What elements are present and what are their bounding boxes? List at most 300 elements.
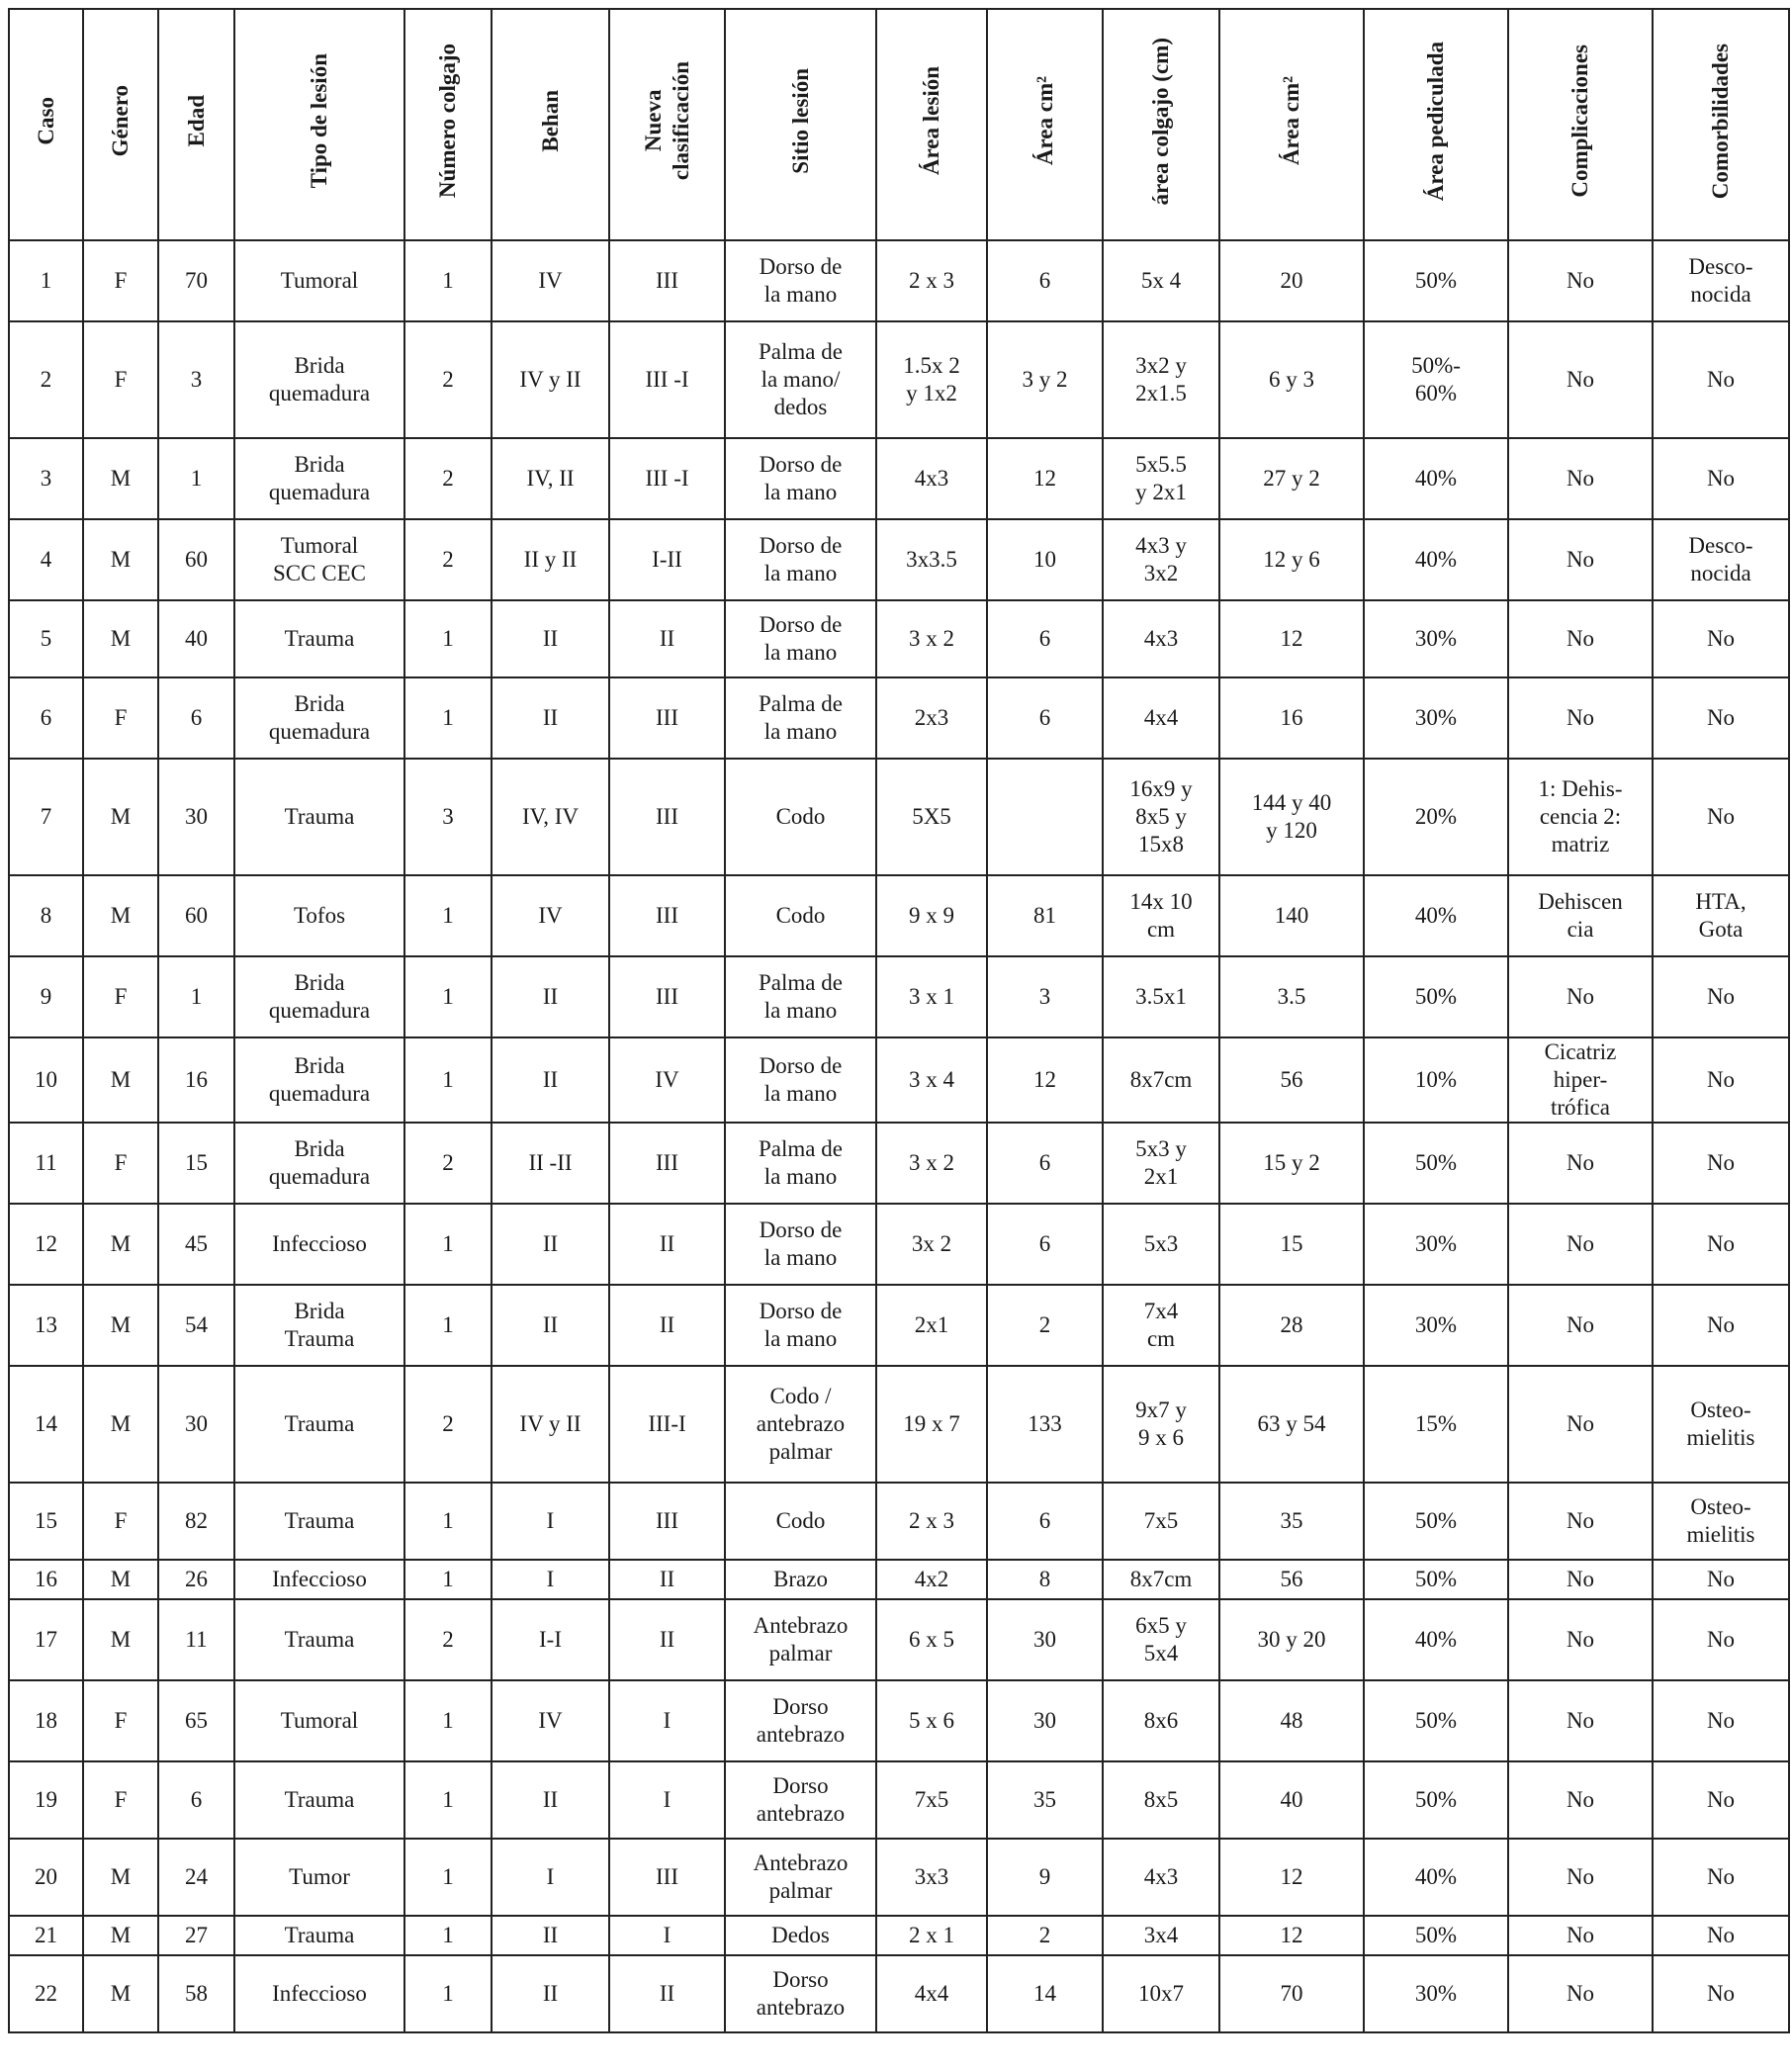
table-cell: 3 — [987, 956, 1103, 1037]
table-cell: 50% — [1364, 240, 1508, 321]
table-cell: F — [83, 956, 158, 1037]
table-cell: 40 — [158, 600, 234, 677]
table-cell: III — [609, 1123, 725, 1204]
table-cell: M — [83, 1599, 158, 1680]
table-cell: 40% — [1364, 519, 1508, 600]
table-cell: 60 — [158, 875, 234, 956]
table-cell: 2x1 — [876, 1285, 987, 1366]
table-cell: Tumoral — [234, 240, 404, 321]
table-cell: 50% — [1364, 1916, 1508, 1955]
table-cell: M — [83, 1037, 158, 1123]
table-cell: III — [609, 759, 725, 875]
table-cell: 54 — [158, 1285, 234, 1366]
table-cell: F — [83, 1483, 158, 1560]
table-cell: 4x3 — [1103, 1839, 1219, 1916]
table-cell: 2 — [9, 321, 83, 438]
table-row — [9, 519, 1789, 600]
table-cell: 30% — [1364, 677, 1508, 759]
table-cell: II — [609, 1285, 725, 1366]
table-cell: 3x2 y 2x1.5 — [1103, 321, 1219, 438]
table-cell: Tumoral SCC CEC — [234, 519, 404, 600]
table-cell: Palma de la mano — [725, 1123, 876, 1204]
table-cell: 5x 4 — [1103, 240, 1219, 321]
table-cell: Dorso de la mano — [725, 240, 876, 321]
table-cell: Dorso de la mano — [725, 438, 876, 519]
table-cell: 1 — [9, 240, 83, 321]
table-cell: 20% — [1364, 759, 1508, 875]
table-cell: IV — [492, 875, 609, 956]
table-cell: III — [609, 240, 725, 321]
table-cell: 56 — [1219, 1037, 1364, 1123]
table-cell: Codo / antebrazo palmar — [725, 1366, 876, 1483]
header-row — [9, 9, 1789, 240]
table-cell: No — [1653, 1955, 1789, 2032]
table-cell: Antebrazo palmar — [725, 1839, 876, 1916]
table-row — [9, 1916, 1789, 1955]
table-cell: 30% — [1364, 600, 1508, 677]
table-cell: 8x7cm — [1103, 1560, 1219, 1599]
table-cell: No — [1653, 956, 1789, 1037]
table-cell: 1 — [404, 1204, 492, 1285]
table-cell: 60 — [158, 519, 234, 600]
header-comorbilidades: Comorbilidades — [1653, 9, 1789, 240]
table-cell: 133 — [987, 1366, 1103, 1483]
table-cell: Brida quemadura — [234, 677, 404, 759]
header-area-colgajo: área colgajo (cm) — [1103, 9, 1219, 240]
header-caso: Caso — [9, 9, 83, 240]
table-cell: 6 — [9, 677, 83, 759]
table-cell: 2 — [404, 438, 492, 519]
table-cell: Trauma — [234, 600, 404, 677]
table-cell: 5 x 6 — [876, 1680, 987, 1761]
table-cell: 3x3.5 — [876, 519, 987, 600]
table-cell: 2x3 — [876, 677, 987, 759]
table-cell: 5x3 — [1103, 1204, 1219, 1285]
table-cell: No — [1508, 1483, 1653, 1560]
table-cell: 2 — [404, 1123, 492, 1204]
table-cell: 48 — [1219, 1680, 1364, 1761]
header-complicaciones: Complicaciones — [1508, 9, 1653, 240]
table-cell: 4 — [9, 519, 83, 600]
table-cell: 12 — [1219, 600, 1364, 677]
table-cell: 27 y 2 — [1219, 438, 1364, 519]
table-row — [9, 677, 1789, 759]
table-row — [9, 1839, 1789, 1916]
header-area-lesion: Área lesión — [876, 9, 987, 240]
table-cell: No — [1508, 1366, 1653, 1483]
table-cell: 50%- 60% — [1364, 321, 1508, 438]
table-cell: Brazo — [725, 1560, 876, 1599]
table-cell: II — [609, 1560, 725, 1599]
table-row — [9, 1483, 1789, 1560]
table-cell: Dorso de la mano — [725, 1204, 876, 1285]
table-cell: Dedos — [725, 1916, 876, 1955]
table-cell: 12 — [1219, 1916, 1364, 1955]
table-row — [9, 600, 1789, 677]
table-cell: 12 — [987, 438, 1103, 519]
table-row — [9, 1599, 1789, 1680]
table-cell: M — [83, 438, 158, 519]
table-cell: II — [609, 600, 725, 677]
table-cell: Dehiscen cia — [1508, 875, 1653, 956]
table-cell: Cicatriz hiper- trófica — [1508, 1037, 1653, 1123]
table-cell: M — [83, 1955, 158, 2032]
table-cell: 50% — [1364, 1560, 1508, 1599]
table-cell: IV — [609, 1037, 725, 1123]
table-cell: 20 — [9, 1839, 83, 1916]
table-row — [9, 1560, 1789, 1599]
table-cell — [987, 759, 1103, 875]
table-cell: 3 x 4 — [876, 1037, 987, 1123]
table-cell: M — [83, 519, 158, 600]
table-cell: No — [1508, 1123, 1653, 1204]
table-cell: 40% — [1364, 1839, 1508, 1916]
table-cell: No — [1653, 1285, 1789, 1366]
table-cell: 12 y 6 — [1219, 519, 1364, 600]
table-cell: 18 — [9, 1680, 83, 1761]
table-cell: Brida Trauma — [234, 1285, 404, 1366]
table-cell: Tumor — [234, 1839, 404, 1916]
table-cell: 65 — [158, 1680, 234, 1761]
table-cell: Infeccioso — [234, 1560, 404, 1599]
table-row — [9, 1204, 1789, 1285]
table-cell: 19 — [9, 1761, 83, 1839]
table-cell: 7x5 — [1103, 1483, 1219, 1560]
table-row — [9, 438, 1789, 519]
table-cell: 8x5 — [1103, 1761, 1219, 1839]
table-cell: No — [1653, 321, 1789, 438]
table-cell: 16x9 y 8x5 y 15x8 — [1103, 759, 1219, 875]
table-cell: 7x4 cm — [1103, 1285, 1219, 1366]
table-cell: 1 — [404, 600, 492, 677]
table-cell: 2 — [404, 519, 492, 600]
table-cell: Codo — [725, 1483, 876, 1560]
table-cell: 4x2 — [876, 1560, 987, 1599]
table-cell: No — [1508, 1955, 1653, 2032]
table-cell: 8 — [9, 875, 83, 956]
table-cell: II — [492, 677, 609, 759]
table-cell: 3 x 1 — [876, 956, 987, 1037]
table-cell: No — [1508, 1839, 1653, 1916]
table-cell: 58 — [158, 1955, 234, 2032]
table-cell: 35 — [1219, 1483, 1364, 1560]
table-cell: 16 — [9, 1560, 83, 1599]
table-cell: 1 — [404, 1916, 492, 1955]
table-cell: 35 — [987, 1761, 1103, 1839]
table-cell: Antebrazo palmar — [725, 1599, 876, 1680]
table-cell: 4x3 y 3x2 — [1103, 519, 1219, 600]
table-cell: 63 y 54 — [1219, 1366, 1364, 1483]
table-cell: 30 — [987, 1599, 1103, 1680]
table-cell: 3x 2 — [876, 1204, 987, 1285]
table-cell: M — [83, 1839, 158, 1916]
table-cell: IV, II — [492, 438, 609, 519]
table-cell: 3 — [9, 438, 83, 519]
table-cell: 3.5x1 — [1103, 956, 1219, 1037]
table-cell: No — [1653, 1204, 1789, 1285]
table-cell: Trauma — [234, 1761, 404, 1839]
table-cell: 3 y 2 — [987, 321, 1103, 438]
table-cell: 19 x 7 — [876, 1366, 987, 1483]
table-cell: 1 — [404, 956, 492, 1037]
table-cell: Dorso de la mano — [725, 1037, 876, 1123]
header-tipo-lesion: Tipo de lesión — [234, 9, 404, 240]
table-cell: 1 — [404, 677, 492, 759]
table-cell: 2 x 3 — [876, 1483, 987, 1560]
table-cell: 70 — [158, 240, 234, 321]
table-cell: 7x5 — [876, 1761, 987, 1839]
table-cell: 15 y 2 — [1219, 1123, 1364, 1204]
table-cell: 10 — [987, 519, 1103, 600]
table-cell: 40% — [1364, 438, 1508, 519]
table-row — [9, 1037, 1789, 1123]
table-cell: 1 — [404, 875, 492, 956]
table-cell: 4x4 — [1103, 677, 1219, 759]
table-cell: No — [1653, 1037, 1789, 1123]
table-cell: 3 x 2 — [876, 600, 987, 677]
table-cell: No — [1653, 1599, 1789, 1680]
table-cell: No — [1508, 240, 1653, 321]
table-cell: 6 — [987, 240, 1103, 321]
table-row — [9, 240, 1789, 321]
table-cell: I — [492, 1483, 609, 1560]
table-row — [9, 1761, 1789, 1839]
table-cell: F — [83, 1123, 158, 1204]
table-cell: 9x7 y 9 x 6 — [1103, 1366, 1219, 1483]
table-cell: 15% — [1364, 1366, 1508, 1483]
table-cell: 40% — [1364, 875, 1508, 956]
table-cell: 1 — [404, 1955, 492, 2032]
table-cell: II — [492, 956, 609, 1037]
table-cell: No — [1653, 600, 1789, 677]
table-cell: No — [1508, 321, 1653, 438]
table-cell: IV — [492, 240, 609, 321]
table-cell: 8x7cm — [1103, 1037, 1219, 1123]
table-cell: Palma de la mano/ dedos — [725, 321, 876, 438]
table-cell: 4x4 — [876, 1955, 987, 2032]
table-cell: 8x6 — [1103, 1680, 1219, 1761]
table-cell: Trauma — [234, 1366, 404, 1483]
table-cell: III -I — [609, 438, 725, 519]
table-cell: 17 — [9, 1599, 83, 1680]
table-cell: No — [1653, 759, 1789, 875]
table-cell: II -II — [492, 1123, 609, 1204]
table-cell: 10 — [9, 1037, 83, 1123]
table-cell: 1 — [404, 1680, 492, 1761]
table-cell: Codo — [725, 875, 876, 956]
table-cell: 14 — [987, 1955, 1103, 2032]
table-cell: Trauma — [234, 1599, 404, 1680]
table-cell: 2 — [987, 1916, 1103, 1955]
table-cell: I-I — [492, 1599, 609, 1680]
table-cell: 50% — [1364, 956, 1508, 1037]
table-cell: F — [83, 321, 158, 438]
table-cell: Dorso de la mano — [725, 600, 876, 677]
table-cell: 15 — [9, 1483, 83, 1560]
table-cell: 30 — [158, 1366, 234, 1483]
table-cell: No — [1508, 1761, 1653, 1839]
header-nueva-clasificacion: Nueva clasificación — [609, 9, 725, 240]
table-cell: No — [1508, 1285, 1653, 1366]
table-cell: 81 — [987, 875, 1103, 956]
table-cell: No — [1653, 1123, 1789, 1204]
table-row — [9, 1955, 1789, 2032]
table-cell: No — [1508, 438, 1653, 519]
table-cell: 30% — [1364, 1955, 1508, 2032]
cases-table — [8, 8, 1790, 2033]
table-cell: M — [83, 1204, 158, 1285]
table-cell: 1 — [404, 1560, 492, 1599]
header-numero-colgajo: Número colgajo — [404, 9, 492, 240]
table-cell: 12 — [9, 1204, 83, 1285]
table-cell: Brida quemadura — [234, 438, 404, 519]
table-cell: 2 — [404, 321, 492, 438]
table-cell: II y II — [492, 519, 609, 600]
table-cell: 27 — [158, 1916, 234, 1955]
table-cell: Palma de la mano — [725, 956, 876, 1037]
table-cell: 2 — [404, 1366, 492, 1483]
table-cell: 6 — [987, 1204, 1103, 1285]
header-area-pediculada: Área pediculada — [1364, 9, 1508, 240]
table-cell: Dorso de la mano — [725, 519, 876, 600]
table-cell: 11 — [158, 1599, 234, 1680]
table-cell: 1 — [404, 1037, 492, 1123]
table-cell: No — [1508, 1599, 1653, 1680]
table-cell: IV y II — [492, 321, 609, 438]
table-cell: 14x 10 cm — [1103, 875, 1219, 956]
table-cell: 1 — [404, 1761, 492, 1839]
table-cell: 1 — [404, 240, 492, 321]
table-cell: II — [492, 1204, 609, 1285]
table-row — [9, 956, 1789, 1037]
table-cell: 2 — [987, 1285, 1103, 1366]
table-cell: 30% — [1364, 1204, 1508, 1285]
table-cell: 6 y 3 — [1219, 321, 1364, 438]
table-cell: I — [609, 1761, 725, 1839]
table-cell: F — [83, 1761, 158, 1839]
table-cell: 11 — [9, 1123, 83, 1204]
table-cell: I — [492, 1839, 609, 1916]
table-cell: 50% — [1364, 1761, 1508, 1839]
table-cell: III — [609, 956, 725, 1037]
table-cell: III-I — [609, 1366, 725, 1483]
table-row — [9, 875, 1789, 956]
table-cell: 3x4 — [1103, 1916, 1219, 1955]
table-row — [9, 1680, 1789, 1761]
table-cell: No — [1653, 438, 1789, 519]
header-area-cm2: Área cm² — [987, 9, 1103, 240]
table-cell: M — [83, 1285, 158, 1366]
table-cell: 5x5.5 y 2x1 — [1103, 438, 1219, 519]
table-cell: 16 — [1219, 677, 1364, 759]
table-cell: IV y II — [492, 1366, 609, 1483]
table-cell: 1 — [404, 1483, 492, 1560]
table-cell: No — [1508, 600, 1653, 677]
table-cell: No — [1508, 1680, 1653, 1761]
table-cell: No — [1508, 956, 1653, 1037]
table-cell: 4x3 — [876, 438, 987, 519]
table-cell: M — [83, 1366, 158, 1483]
table-cell: 140 — [1219, 875, 1364, 956]
table-cell: No — [1653, 1680, 1789, 1761]
table-row — [9, 759, 1789, 875]
table-cell: No — [1653, 1560, 1789, 1599]
table-cell: No — [1508, 519, 1653, 600]
table-cell: 70 — [1219, 1955, 1364, 2032]
table-cell: 24 — [158, 1839, 234, 1916]
table-row — [9, 1123, 1789, 1204]
table-cell: II — [492, 1916, 609, 1955]
table-cell: 1 — [158, 956, 234, 1037]
table-cell: M — [83, 600, 158, 677]
header-sitio-lesion: Sitio lesión — [725, 9, 876, 240]
table-cell: II — [609, 1599, 725, 1680]
table-cell: No — [1653, 1839, 1789, 1916]
table-cell: 12 — [987, 1037, 1103, 1123]
table-cell: IV, IV — [492, 759, 609, 875]
table-cell: M — [83, 875, 158, 956]
table-cell: 10x7 — [1103, 1955, 1219, 2032]
table-cell: 30 — [158, 759, 234, 875]
table-cell: II — [609, 1955, 725, 2032]
table-cell: II — [492, 1285, 609, 1366]
table-cell: IV — [492, 1680, 609, 1761]
table-cell: M — [83, 1560, 158, 1599]
table-cell: 30 y 20 — [1219, 1599, 1364, 1680]
table-cell: Trauma — [234, 759, 404, 875]
table-cell: 5x3 y 2x1 — [1103, 1123, 1219, 1204]
table-cell: 50% — [1364, 1680, 1508, 1761]
table-cell: 2 x 3 — [876, 240, 987, 321]
header-edad: Edad — [158, 9, 234, 240]
table-cell: Infeccioso — [234, 1204, 404, 1285]
table-cell: 7 — [9, 759, 83, 875]
table-cell: 40% — [1364, 1599, 1508, 1680]
table-cell: No — [1508, 677, 1653, 759]
table-cell: I — [609, 1916, 725, 1955]
table-cell: F — [83, 677, 158, 759]
table-cell: 9 — [987, 1839, 1103, 1916]
table-cell: 50% — [1364, 1483, 1508, 1560]
table-cell: 40 — [1219, 1761, 1364, 1839]
table-cell: III — [609, 1839, 725, 1916]
table-container — [8, 8, 1788, 2033]
table-cell: 14 — [9, 1366, 83, 1483]
header-genero: Género — [83, 9, 158, 240]
table-cell: 9 x 9 — [876, 875, 987, 956]
table-cell: 3x3 — [876, 1839, 987, 1916]
table-cell: Dorso de la mano — [725, 1285, 876, 1366]
table-cell: 1: Dehis- cencia 2: matriz — [1508, 759, 1653, 875]
table-cell: Tofos — [234, 875, 404, 956]
table-cell: 3 x 2 — [876, 1123, 987, 1204]
table-cell: 6x5 y 5x4 — [1103, 1599, 1219, 1680]
table-cell: No — [1653, 1916, 1789, 1955]
table-cell: 6 — [987, 600, 1103, 677]
table-cell: 6 x 5 — [876, 1599, 987, 1680]
table-cell: Palma de la mano — [725, 677, 876, 759]
table-cell: 5X5 — [876, 759, 987, 875]
table-cell: Dorso antebrazo — [725, 1955, 876, 2032]
table-cell: 6 — [158, 677, 234, 759]
table-cell: I — [492, 1560, 609, 1599]
table-cell: F — [83, 240, 158, 321]
table-cell: II — [492, 1037, 609, 1123]
table-cell: Trauma — [234, 1916, 404, 1955]
table-cell: 6 — [987, 677, 1103, 759]
table-cell: Brida quemadura — [234, 956, 404, 1037]
table-cell: III — [609, 1483, 725, 1560]
